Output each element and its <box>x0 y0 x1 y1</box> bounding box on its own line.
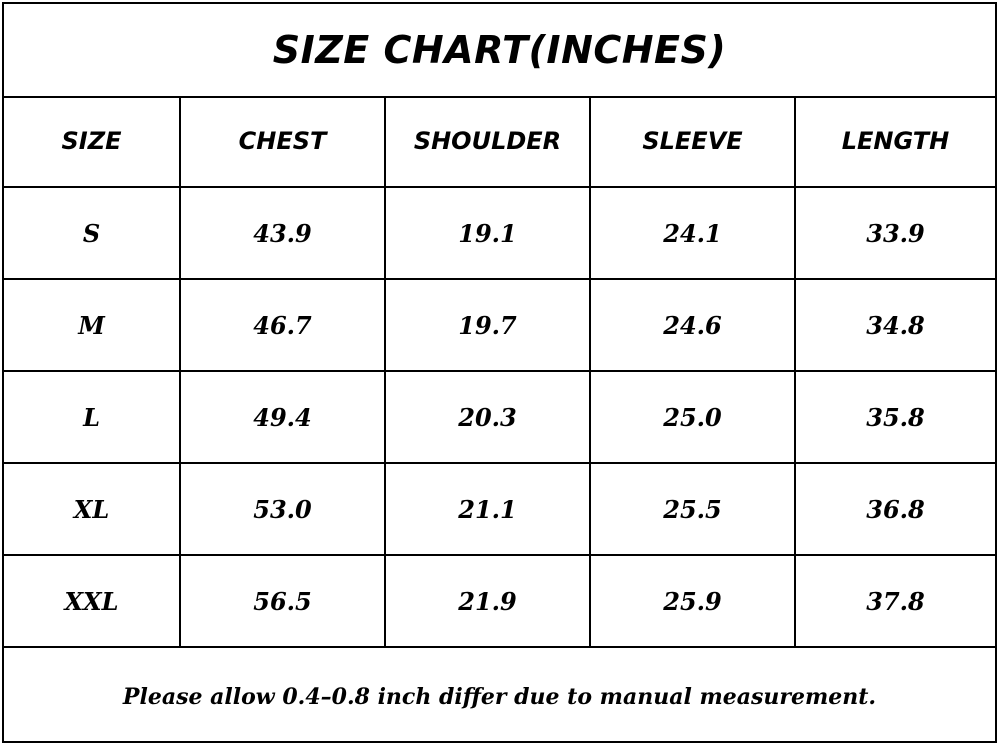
title-row <box>4 4 995 98</box>
chest-cell: 43.9 <box>180 187 385 279</box>
table-row <box>4 555 995 647</box>
table-row <box>4 463 995 555</box>
header-length: LENGTH <box>795 96 995 187</box>
table-row <box>4 279 995 371</box>
length-cell: 36.8 <box>795 463 995 555</box>
length-cell: 34.8 <box>795 279 995 371</box>
chart-title: SIZE CHART(INCHES) <box>272 28 727 72</box>
table-row <box>4 371 995 463</box>
size-cell: XXL <box>4 555 180 647</box>
shoulder-cell: 20.3 <box>385 371 590 463</box>
header-shoulder: SHOULDER <box>385 96 590 187</box>
length-cell: 35.8 <box>795 371 995 463</box>
sleeve-cell: 25.5 <box>590 463 795 555</box>
size-cell: L <box>4 371 180 463</box>
chest-cell: 49.4 <box>180 371 385 463</box>
shoulder-cell: 21.9 <box>385 555 590 647</box>
chest-cell: 46.7 <box>180 279 385 371</box>
chest-cell: 53.0 <box>180 463 385 555</box>
sleeve-cell: 25.9 <box>590 555 795 647</box>
sleeve-cell: 24.6 <box>590 279 795 371</box>
length-cell: 33.9 <box>795 187 995 279</box>
header-sleeve: SLEEVE <box>590 96 795 187</box>
table-row <box>4 187 995 279</box>
note-row <box>4 653 995 741</box>
length-cell: 37.8 <box>795 555 995 647</box>
size-chart <box>2 2 997 743</box>
header-chest: CHEST <box>180 96 385 187</box>
size-table <box>4 96 995 648</box>
sleeve-cell: 24.1 <box>590 187 795 279</box>
size-cell: M <box>4 279 180 371</box>
size-cell: S <box>4 187 180 279</box>
header-row <box>4 96 995 187</box>
shoulder-cell: 19.1 <box>385 187 590 279</box>
chest-cell: 56.5 <box>180 555 385 647</box>
shoulder-cell: 19.7 <box>385 279 590 371</box>
size-cell: XL <box>4 463 180 555</box>
sleeve-cell: 25.0 <box>590 371 795 463</box>
measurement-note: Please allow 0.4–0.8 inch differ due to manual measurement. <box>122 684 877 710</box>
header-size: SIZE <box>4 96 180 187</box>
shoulder-cell: 21.1 <box>385 463 590 555</box>
